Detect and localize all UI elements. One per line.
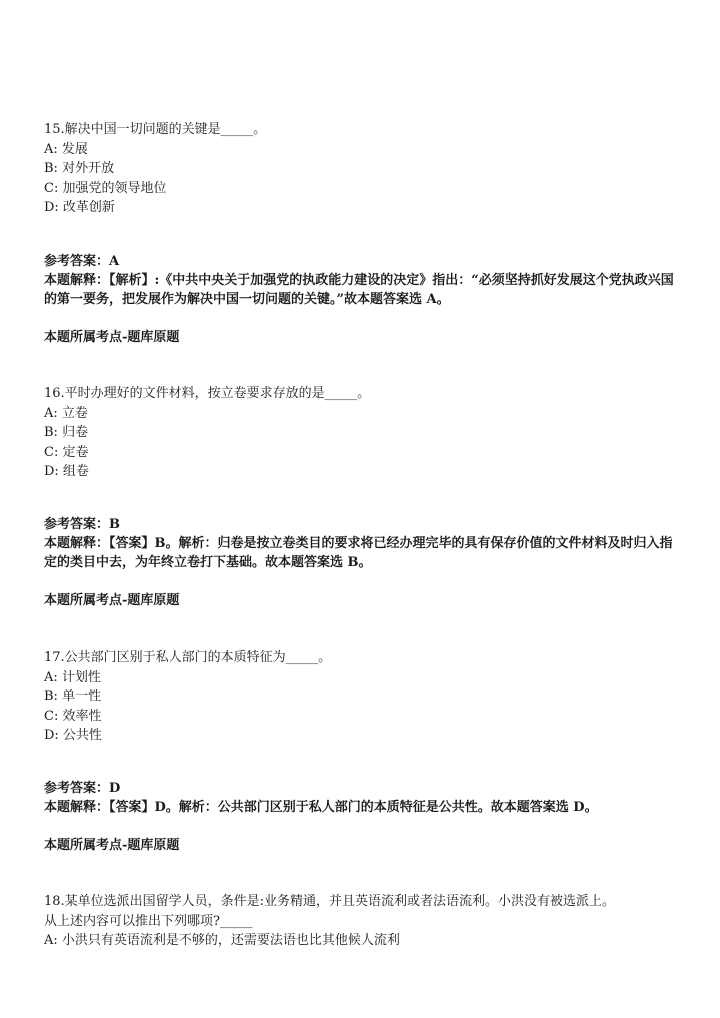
explanation: 本题解释：【解析】:《中共中央关于加强党的执政能力建设的决定》指出：“必须坚持抓好发展这个党执政兴国的第一要务，把发展作为解决中国一切问题的关键。”故本题答案选 A。 (44, 273, 674, 307)
topic-16 (44, 591, 678, 610)
question-16 (44, 384, 678, 482)
answer-block-15 (44, 252, 678, 309)
option-a: A: 计划性 (44, 669, 101, 685)
answer-value: A (109, 254, 120, 269)
answer-block-16 (44, 515, 678, 572)
option-c: C: 效率性 (44, 708, 102, 724)
answer-block-17 (44, 779, 678, 817)
option-d: D: 组卷 (44, 464, 89, 479)
reference-answer (44, 779, 678, 798)
question-18 (44, 892, 678, 951)
option-d: D: 公共性 (44, 728, 102, 743)
reference-answer (44, 252, 678, 271)
answer-label: 参考答案： (44, 517, 110, 532)
option-a: A: 发展 (44, 141, 88, 157)
topic-label: 本题所属考点-题库原题 (44, 838, 180, 853)
option-c: C: 加强党的领导地位 (44, 180, 167, 196)
explanation: 本题解释：【答案】B。解析：归卷是按立卷类目的要求将已经办理完毕的具有保存价值的文件材料及时归入指定的类目中去，为年终立卷打下基础。故本题答案选 B。 (44, 536, 673, 570)
option-b: B: 归卷 (44, 425, 89, 440)
answer-label: 参考答案： (44, 254, 110, 269)
question-stem: 17.公共部门区别于私人部门的本质特征为_____。 (44, 650, 332, 665)
option-a: A: 小洪只有英语流利是不够的，还需要法语也比其他候人流利 (44, 933, 400, 948)
question-stem: 16.平时办理好的文件材料，按立卷要求存放的是_____。 (44, 386, 371, 401)
question-prompt: 从上述内容可以推出下列哪项?_____ (44, 913, 253, 929)
topic-label: 本题所属考点-题库原题 (44, 330, 180, 345)
question-stem: 15.解决中国一切问题的关键是_____。 (44, 122, 267, 137)
question-15 (44, 120, 678, 218)
option-a: A: 立卷 (44, 405, 88, 421)
answer-label: 参考答案： (44, 781, 110, 796)
topic-17 (44, 836, 678, 855)
answer-value: D (109, 781, 121, 796)
topic-label: 本题所属考点-题库原题 (44, 593, 180, 608)
option-b: B: 单一性 (44, 689, 102, 704)
reference-answer (44, 515, 678, 534)
question-stem: 18.某单位选派出国留学人员，条件是:业务精通，并且英语流利或者法语流利。小洪没有被选派上。 (44, 894, 616, 909)
explanation: 本题解释：【答案】D。解析：公共部门区别于私人部门的本质特征是公共性。故本题答案选 D。 (44, 800, 598, 815)
option-b: B: 对外开放 (44, 161, 115, 176)
question-17 (44, 648, 678, 746)
topic-15 (44, 328, 678, 347)
answer-value: B (109, 517, 121, 532)
option-d: D: 改革创新 (44, 200, 115, 215)
option-c: C: 定卷 (44, 444, 89, 460)
